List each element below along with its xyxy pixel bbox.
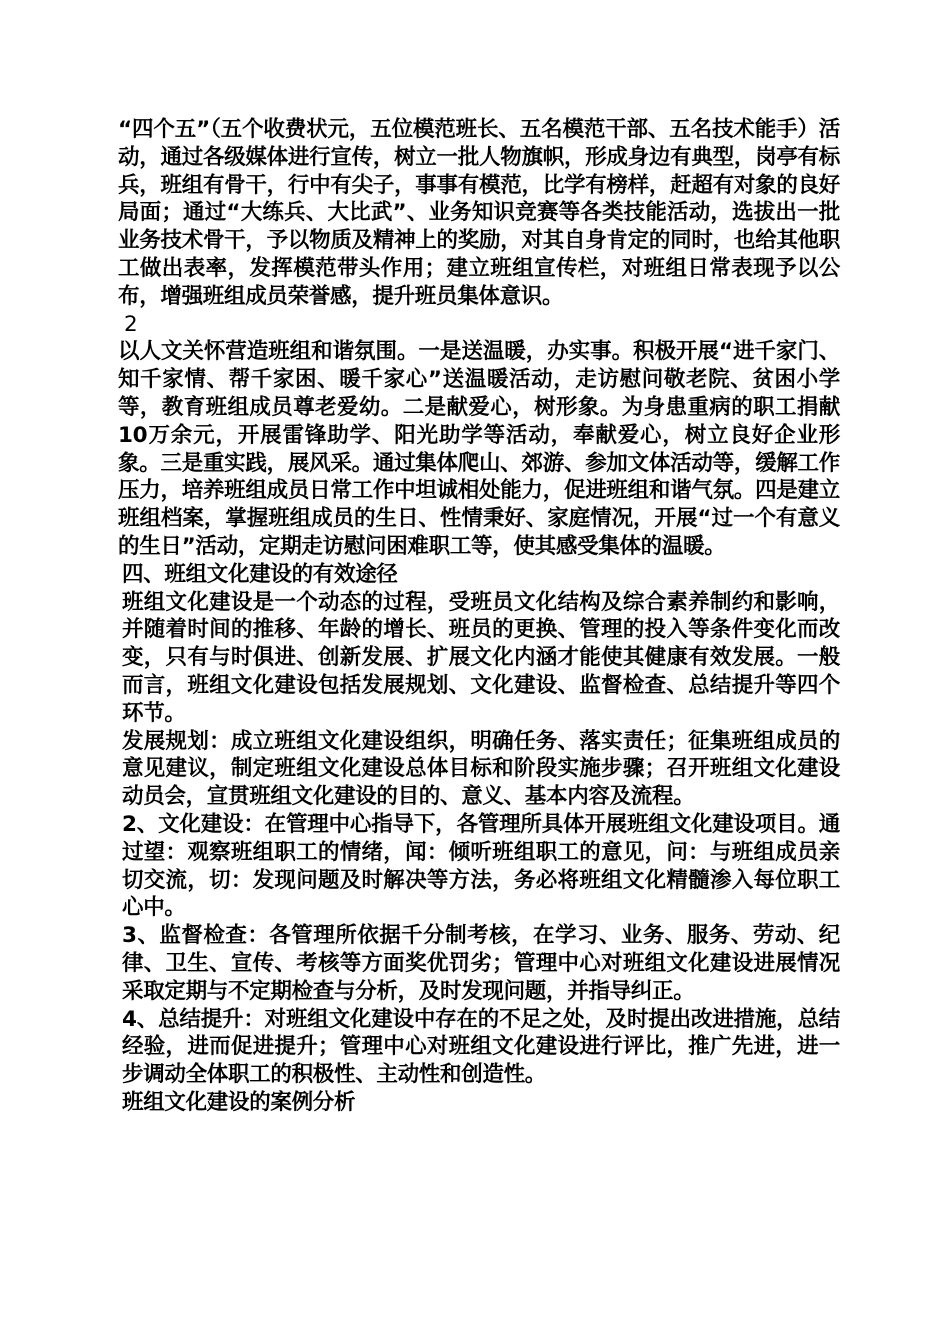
paragraph-culture-building: 2、文化建设：在管理中心指导下，各管理所具体开展班组文化建设项目。通过望：观察班组职工的情绪，闻：倾听班组职工的意见，问：与班组成员亲切交流，切：发现问题及时解决等方法，务必将班组文化精髓渗入每位职工心中。 <box>122 811 840 921</box>
paragraph-development-planning: 发展规划：成立班组文化建设组织，明确任务、落实责任；征集班组成员的意见建议，制定班组文化建设总体目标和阶段实施步骤；召开班组文化建设动员会，宣贯班组文化建设的目的、意义、基本内容及流程。 <box>122 728 840 810</box>
paragraph-role-models: “四个五”（五个收费状元，五位模范班长、五名模范干部、五名技术能手）活动，通过各级媒体进行宣传，树立一批人物旗帜，形成身边有典型，岗亭有标兵，班组有骨干，行中有尖子，事事有模范，比学有榜样，赶超有对象的良好局面；通过“大练兵、大比武”、业务知识竞赛等各类技能活动，选拔出一批业务技术骨干，予以物质及精神上的奖励，对其自身肯定的同时，也给其他职工做出表率，发挥模范带头作用；建立班组宣传栏，对班组日常表现予以公布，增强班组成员荣誉感，提升班员集体意识。 <box>118 117 840 309</box>
paragraph-dynamic-process: 班组文化建设是一个动态的过程，受班员文化结构及综合素养制约和影响，并随着时间的推移、年龄的增长、班员的更换、管理的投入等条件变化而改变，只有与时俱进、创新发展、扩展文化内涵才能使其健康有效发展。一般而言，班组文化建设包括发展规划、文化建设、监督检查、总结提升等四个环节。 <box>122 589 840 726</box>
section-number: 2 <box>124 311 138 337</box>
section-heading-effective-approaches: 四、班组文化建设的有效途径 <box>122 561 398 587</box>
document-page <box>118 116 840 1117</box>
paragraph-humanistic-care: 以人文关怀营造班组和谐氛围。一是送温暖，办实事。积极开展“进千家门、知千家情、帮千家困、暖千家心”送温暖活动，走访慰问敬老院、贫困小学等，教育班组成员尊老爱幼。二是献爱心，树形象。为身患重病的职工捐献10万余元，开展雷锋助学、阳光助学等活动，奉献爱心，树立良好企业形象。三是重实践，展风采。通过集体爬山、郊游、参加文体活动等，缓解工作压力，培养班组成员日常工作中坦诚相处能力，促进班组和谐气氛。四是建立班组档案，掌握班组成员的生日、性情秉好、家庭情况，开展“过一个有意义的生日”活动，定期走访慰问困难职工等，使其感受集体的温暖。 <box>118 339 840 559</box>
paragraph-summary-improvement: 4、总结提升：对班组文化建设中存在的不足之处，及时提出改进措施，总结经验，进而促进提升；管理中心对班组文化建设进行评比，推广先进，进一步调动全体职工的积极性、主动性和创造性。 <box>122 1006 840 1088</box>
section-heading-case-analysis: 班组文化建设的案例分析 <box>122 1089 356 1115</box>
paragraph-supervision-inspection: 3、监督检查：各管理所依据千分制考核，在学习、业务、服务、劳动、纪律、卫生、宣传、考核等方面奖优罚劣；管理中心对班组文化建设进展情况采取定期与不定期检查与分析，及时发现问题，并指导纠正。 <box>122 923 840 1004</box>
